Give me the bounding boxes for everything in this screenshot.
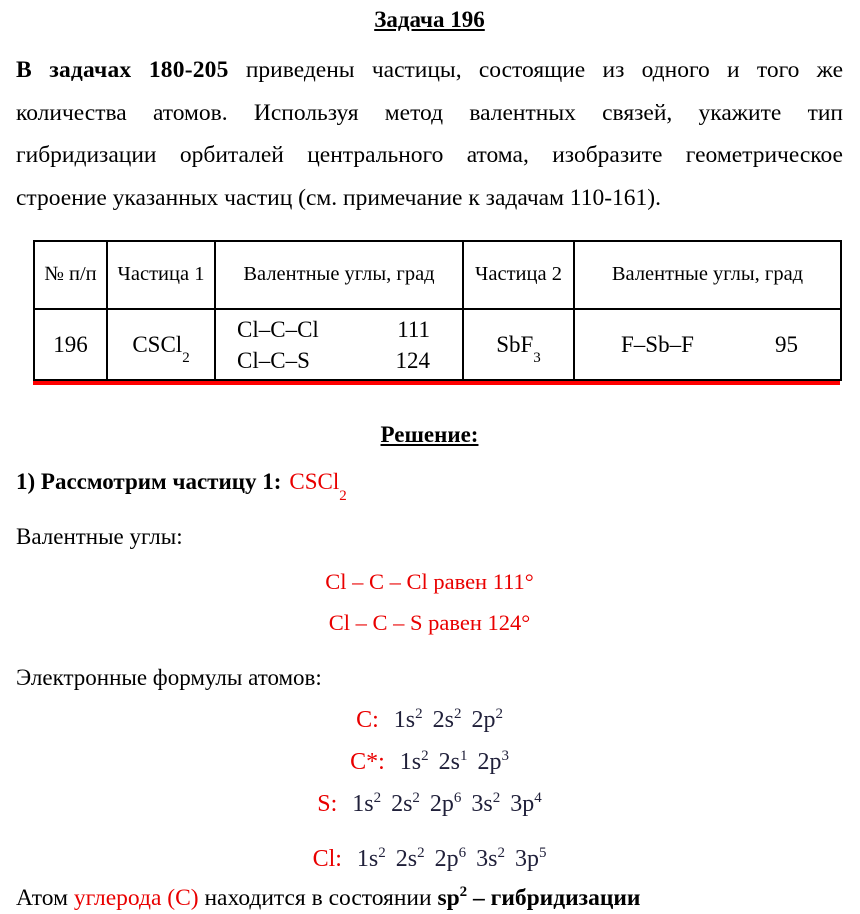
- angles1-rows: [216, 310, 462, 379]
- orbital-term: $3s^2$: [471, 790, 501, 817]
- red-underline-rule: [33, 381, 840, 385]
- orbital-term: $2p^2$: [471, 706, 503, 733]
- col-header-particle1: Частица 1: [107, 241, 215, 309]
- atom-label: C*:: [350, 749, 385, 775]
- electron-count: 2: [421, 748, 429, 764]
- electron-config-line: [16, 789, 843, 819]
- col-header-number: № п/п: [34, 241, 107, 309]
- intro-lead-bold: В задачах 180-205: [16, 57, 229, 83]
- electron-config-line: [16, 705, 843, 735]
- configs-label: Электронные формулы атомов:: [16, 665, 322, 690]
- step1-line: [16, 468, 843, 504]
- step1-label: 1) Рассмотрим частицу 1:: [16, 469, 282, 494]
- angle-row: [575, 329, 840, 360]
- electron-count: 2: [495, 706, 503, 722]
- electron-config-line: [16, 844, 843, 874]
- orbital-term: $2p^3$: [477, 748, 509, 775]
- angle-value: 95: [775, 332, 798, 357]
- orbital-term: $1s^2$: [352, 790, 382, 817]
- conclusion-run: Атом: [16, 885, 74, 911]
- electron-count: 2: [417, 845, 425, 861]
- orbital-term: $2s^2$: [432, 706, 462, 733]
- col-header-angles2: Валентные углы, град: [574, 241, 841, 309]
- orbital-term: $1s^2$: [356, 845, 386, 872]
- intro-text: приведены частицы, состоящие из одного и того же количества атомов. Используя метод валентных связей, укажите тип гибридизации орбиталей центрального атома, изобразите геометрическое строение указанных частиц (см. примечание к задачам 110-161).: [16, 57, 843, 211]
- electron-count: 2: [373, 790, 382, 806]
- cell-problem-number: 196: [34, 309, 107, 380]
- orbital-term: $2s^2$: [395, 845, 425, 872]
- angle-line-2: Cl – C – S равен 124°: [328, 610, 531, 635]
- angles-label: Валентные углы:: [16, 524, 183, 549]
- angle-value: 124: [395, 347, 430, 373]
- superscript: 2: [459, 884, 468, 901]
- angle-row: [216, 314, 462, 345]
- particle2-subscript: 3: [533, 350, 541, 367]
- cell-angles2: [574, 309, 841, 380]
- intro-paragraph: [16, 49, 843, 219]
- electron-configs-block: [16, 705, 843, 874]
- bond-label: F–Sb–F: [621, 332, 694, 357]
- conclusion-line: [16, 883, 843, 914]
- conclusion-run-bold: sp: [437, 885, 460, 911]
- angle-row: [216, 345, 462, 376]
- angle-value: 111: [397, 316, 430, 342]
- solution-heading: Решение:: [380, 422, 479, 447]
- conclusion-run-bold: – гибридизации: [467, 885, 641, 911]
- orbital-term: $2s^2$: [391, 790, 420, 817]
- page-title: Задача 196: [374, 7, 485, 32]
- cell-particle1: [107, 309, 215, 380]
- orbital-term: $2p^6$: [429, 790, 462, 817]
- bond-label: Cl–C–Cl: [237, 316, 319, 342]
- electron-count: 2: [453, 706, 462, 722]
- document-page: [0, 6, 860, 911]
- valence-angles-table: [33, 240, 842, 381]
- electron-count: 2: [415, 706, 423, 722]
- bond-label: Cl–C–S: [237, 347, 310, 373]
- electron-count: 4: [534, 790, 542, 806]
- orbital-term: $2s^1$: [438, 748, 468, 775]
- col-header-particle2: Частица 2: [463, 241, 574, 309]
- electron-count: 6: [458, 845, 467, 861]
- electron-count: 2: [497, 845, 505, 861]
- electron-count: 2: [492, 790, 501, 806]
- conclusion-run-red: углерода (C): [73, 885, 199, 911]
- electron-count: 6: [453, 790, 462, 806]
- particle2-formula: SbF: [496, 331, 534, 357]
- table-data-row: [34, 309, 841, 380]
- angle-line-1: Cl – C – Cl равен 111°: [325, 569, 534, 594]
- cell-particle2: [463, 309, 574, 380]
- table-header-row: [34, 241, 841, 309]
- electron-count: 1: [459, 748, 468, 764]
- electron-count: 2: [412, 790, 420, 806]
- particle1-formula: CSCl: [132, 331, 183, 357]
- atom-label: S:: [317, 791, 338, 817]
- conclusion-run: находится в состоянии: [198, 885, 438, 911]
- particle1-subscript: 2: [182, 350, 190, 367]
- orbital-term: $1s^2$: [393, 706, 423, 733]
- cell-angles1: [215, 309, 463, 380]
- orbital-term: $1s^2$: [399, 748, 429, 775]
- step1-particle: CSCl$_2$: [289, 469, 347, 504]
- col-header-angles1: Валентные углы, град: [215, 241, 463, 309]
- atom-label: C:: [356, 707, 379, 733]
- electron-count: 2: [378, 845, 386, 861]
- electron-count: 3: [501, 748, 509, 764]
- orbital-term: $2p^6$: [434, 845, 467, 872]
- electron-config-line: [16, 747, 843, 777]
- atom-label: Cl:: [312, 846, 342, 872]
- orbital-term: $3p^5$: [514, 845, 547, 872]
- electron-count: 5: [538, 845, 547, 861]
- orbital-term: $3s^2$: [476, 845, 505, 872]
- orbital-term: $3p^4$: [510, 790, 542, 817]
- angles2-rows: [575, 310, 840, 379]
